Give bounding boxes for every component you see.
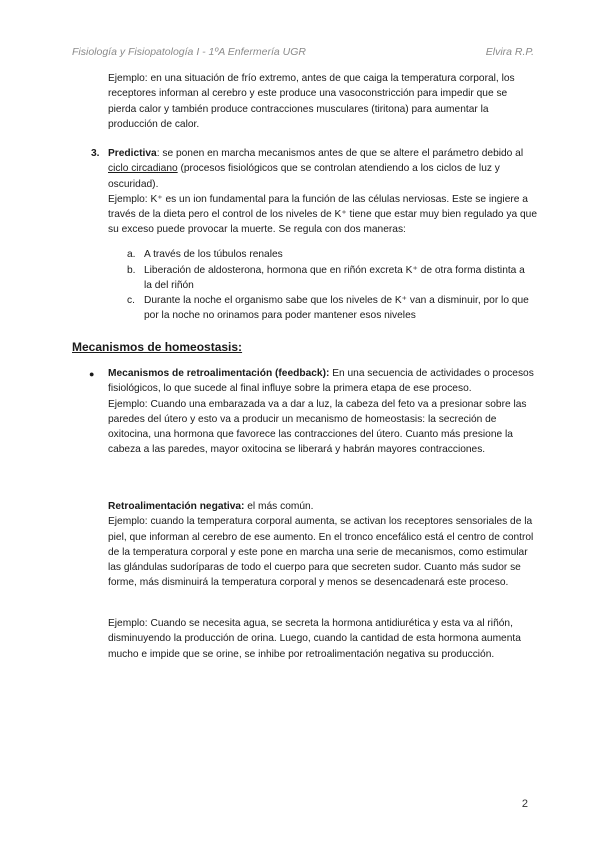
feedback-example: Ejemplo: Cuando una embarazada va a dar a luz, la cabeza del feto va a presionar sobre las paredes del útero y esto va a producir un mecanismo de homeostasis: la secreción de oxitocina, una hormona que favorece las contracciones del útero. Cuanto más presione la cabeza a las paredes, mayor oxitocina se liberará y habrán mayores contracciones. — [108, 398, 527, 456]
subitem-a-text: A través de los túbulos renales — [144, 249, 283, 260]
circadian-cycle-link: ciclo circadiano — [108, 163, 178, 175]
item-3-term: Predictiva — [108, 148, 157, 159]
item-3-text-before: : se ponen en marcha mecanismos antes de que se altere el parámetro debido al — [156, 148, 524, 159]
item-3-example: Ejemplo: K⁺ es un ion fundamental para la función de las células nerviosas. Este se ingiere a través de la dieta pero el control de los niveles de K⁺ tiene que estar muy bien regulado ya que su exceso puede provocar la muerte. Se regula con dos maneras: — [108, 193, 537, 236]
item-3-number: 3. — [91, 148, 100, 159]
subitem-b — [127, 263, 537, 294]
subitem-c-letter: c. — [127, 295, 135, 306]
header-course-title: Fisiología y Fisiopatología I - 1ºA Enfermería UGR — [72, 46, 306, 58]
subitem-b-letter: b. — [127, 265, 136, 276]
subitem-a-letter: a. — [127, 249, 136, 260]
header-author: Elvira R.P. — [485, 46, 534, 58]
subitem-c-text: Durante la noche el organismo sabe que los niveles de K⁺ van a disminuir, por lo que por la noche no orinamos para poder mantener esos niveles — [144, 295, 529, 322]
subitem-c — [127, 293, 537, 324]
negative-term: Retroalimentación negativa: — [108, 501, 245, 512]
section-title: Mecanismos de homeostasis: — [72, 340, 243, 354]
negative-text: el más común. — [244, 501, 314, 512]
item-3-paragraph — [108, 146, 540, 238]
subitem-a — [127, 247, 537, 263]
bullet-dot: ● — [89, 369, 95, 379]
page-number: 2 — [521, 798, 528, 810]
negative-example: Ejemplo: cuando la temperatura corporal aumenta, se activan los receptores sensoriales de la piel, que informan al cerebro de ese aumento. En el tronco encefálico está el centro de control de la temperatura corporal y este pone en marcha una serie de mecanismos, como estimular las glándulas sudoríparas de todo el cuerpo para que secreten sudor. Cuanto más sudor se forme, más disminuirá la temperatura corporal y menos se desencadenará este proceso. — [108, 516, 534, 589]
feedback-term: Mecanismos de retroalimentación (feedback): — [108, 368, 330, 379]
negative-feedback-paragraph — [108, 499, 540, 591]
item-3-text-after: (procesos fisiológicos que se controlan atendiendo a los ciclos de luz y oscuridad). — [108, 163, 500, 190]
water-example-paragraph: Ejemplo: Cuando se necesita agua, se secreta la hormona antidiurética y esta va al riñón, disminuyendo la producción de orina. Luego, cuando la cantidad de esta hormona aumenta mucho e impide que se orine, se inhibe por retroalimentación negativa su producción. — [108, 618, 521, 660]
intro-example-paragraph: Ejemplo: en una situación de frío extremo, antes de que caiga la temperatura corporal, los receptores informan al cerebro y este produce una vasoconstricción para impedir que se pierda calor y también produce contracciones musculares (tiritona) para aumentar la producción de calor. — [108, 73, 515, 130]
subitem-b-text: Liberación de aldosterona, hormona que en riñón excreta K⁺ de otra forma distinta a la del riñón — [144, 265, 525, 292]
feedback-paragraph — [108, 366, 540, 458]
feedback-text: En una secuencia de actividades o procesos fisiológicos, lo que sucede al final influye sobre la primera etapa de ese proceso. — [108, 368, 534, 395]
